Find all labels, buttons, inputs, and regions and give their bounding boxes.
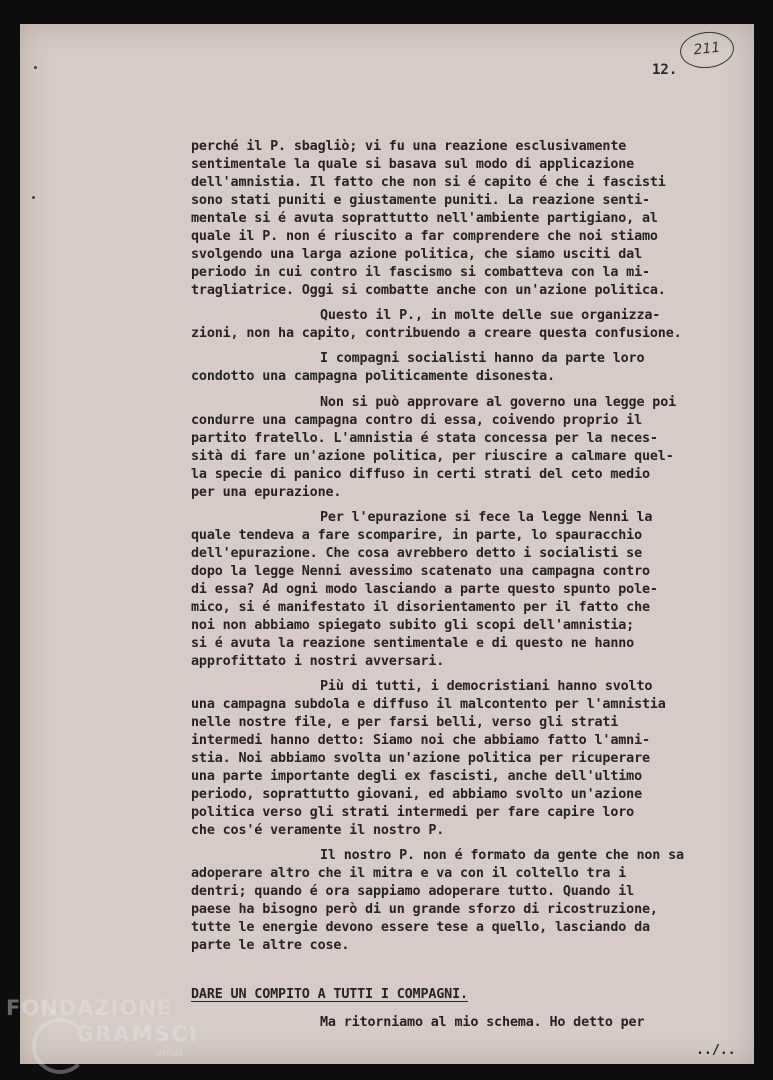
document-page bbox=[20, 24, 754, 1064]
text-line: Questo il P., in molte delle sue organizza- bbox=[320, 308, 661, 323]
text-line: tutte le energie devono essere tese a quello, lasciando da bbox=[191, 920, 650, 935]
closing-line: Ma ritorniamo al mio schema. Ho detto per bbox=[320, 1015, 645, 1030]
section-heading: DARE UN COMPITO A TUTTI I COMPAGNI. bbox=[191, 987, 468, 1002]
text-line: noi non abbiamo spiegato subito gli scopi dell'amnistia; bbox=[191, 618, 635, 633]
archive-number-stamp: 211 bbox=[678, 29, 735, 70]
paper-speck bbox=[32, 196, 35, 199]
text-line: stia. Noi abbiamo svolta un'azione politica per ricuperare bbox=[191, 751, 650, 766]
text-line: mico, si é manifestato il disorientamento per il fatto che bbox=[191, 600, 650, 615]
text-line: sono stati puniti e giustamente puniti. La reazione senti- bbox=[191, 193, 650, 208]
text-line: di essa? Ad ogni modo lasciando a parte questo spunto pole- bbox=[191, 582, 658, 597]
text-line: periodo, soprattutto giovani, ed abbiamo svolto un'azione bbox=[191, 787, 642, 802]
text-line: che cos'é veramente il nostro P. bbox=[191, 823, 445, 838]
text-line: tragliatrice. Oggi si combatte anche con un'azione politica. bbox=[191, 283, 666, 298]
text-line: parte le altre cose. bbox=[191, 938, 350, 953]
text-line: Non si può approvare al governo una legge poi bbox=[320, 395, 677, 410]
text-line: Più di tutti, i democristiani hanno svolto bbox=[320, 679, 653, 694]
text-line: dell'epurazione. Che cosa avrebbero detto i socialisti se bbox=[191, 546, 642, 561]
text-line: quale tendeva a fare scomparire, in parte, lo spauracchio bbox=[191, 528, 642, 543]
continuation-mark: ../.. bbox=[696, 1043, 736, 1058]
text-line: una parte importante degli ex fascisti, anche dell'ultimo bbox=[191, 769, 642, 784]
text-line: svolgendo una larga azione politica, che siamo usciti dal bbox=[191, 247, 642, 262]
text-line: condurre una campagna contro di essa, coivendo proprio il bbox=[191, 413, 642, 428]
text-line: dell'amnistia. Il fatto che non si é capito é che i fascisti bbox=[191, 175, 666, 190]
text-line: la specie di panico diffuso in certi strati del ceto medio bbox=[191, 467, 650, 482]
text-line: dentri; quando é ora sappiamo adoperare tutto. Quando il bbox=[191, 884, 635, 899]
text-line: Il nostro P. non é formato da gente che non sa bbox=[320, 848, 684, 863]
text-line: condotto una campagna politicamente disonesta. bbox=[191, 369, 555, 384]
text-line: zioni, non ha capito, contribuendo a creare questa confusione. bbox=[191, 326, 682, 341]
text-line: una campagna subdola e diffuso il malcontento per l'amnistia bbox=[191, 697, 666, 712]
foundation-watermark bbox=[6, 996, 199, 1059]
text-line: partito fratello. L'amnistia é stata concessa per la neces- bbox=[191, 431, 658, 446]
watermark-line2: GRAMSCI bbox=[76, 1022, 199, 1046]
text-line: perché il P. sbagliò; vi fu una reazione esclusivamente bbox=[191, 139, 627, 154]
text-line: si é avuta la reazione sentimentale e di questo ne hanno bbox=[191, 636, 635, 651]
text-line: approfittato i nostri avversari. bbox=[191, 654, 445, 669]
text-line: mentale si é avuta soprattutto nell'ambiente partigiano, al bbox=[191, 211, 658, 226]
text-line: intermedi hanno detto: Siamo noi che abbiamo fatto l'amni- bbox=[191, 733, 650, 748]
page-number: 12. bbox=[652, 62, 678, 78]
text-line: periodo in cui contro il fascismo si combatteva con la mi- bbox=[191, 265, 650, 280]
text-line: Per l'epurazione si fece la legge Nenni la bbox=[320, 510, 653, 525]
text-line: nelle nostre file, e per farsi belli, verso gli strati bbox=[191, 715, 619, 730]
text-line: politica verso gli strati intermedi per fare capire loro bbox=[191, 805, 635, 820]
text-line: sentimentale la quale si basava sul modo di applicazione bbox=[191, 157, 635, 172]
watermark-line3: onlus bbox=[156, 1048, 183, 1059]
text-line: sità di fare un'azione politica, per riuscire a calmare quel- bbox=[191, 449, 674, 464]
text-line: I compagni socialisti hanno da parte loro bbox=[320, 351, 645, 366]
paper-speck bbox=[34, 66, 37, 69]
text-line: paese ha bisogno però di un grande sforzo di ricostruzione, bbox=[191, 902, 658, 917]
text-line: per una epurazione. bbox=[191, 485, 342, 500]
text-line: quale il P. non é riuscito a far comprendere che noi stiamo bbox=[191, 229, 658, 244]
watermark-line1: FONDAZIONE bbox=[6, 996, 173, 1020]
text-line: dopo la legge Nenni avessimo scatenato una campagna contro bbox=[191, 564, 650, 579]
text-line: adoperare altro che il mitra e va con il coltello tra i bbox=[191, 866, 627, 881]
